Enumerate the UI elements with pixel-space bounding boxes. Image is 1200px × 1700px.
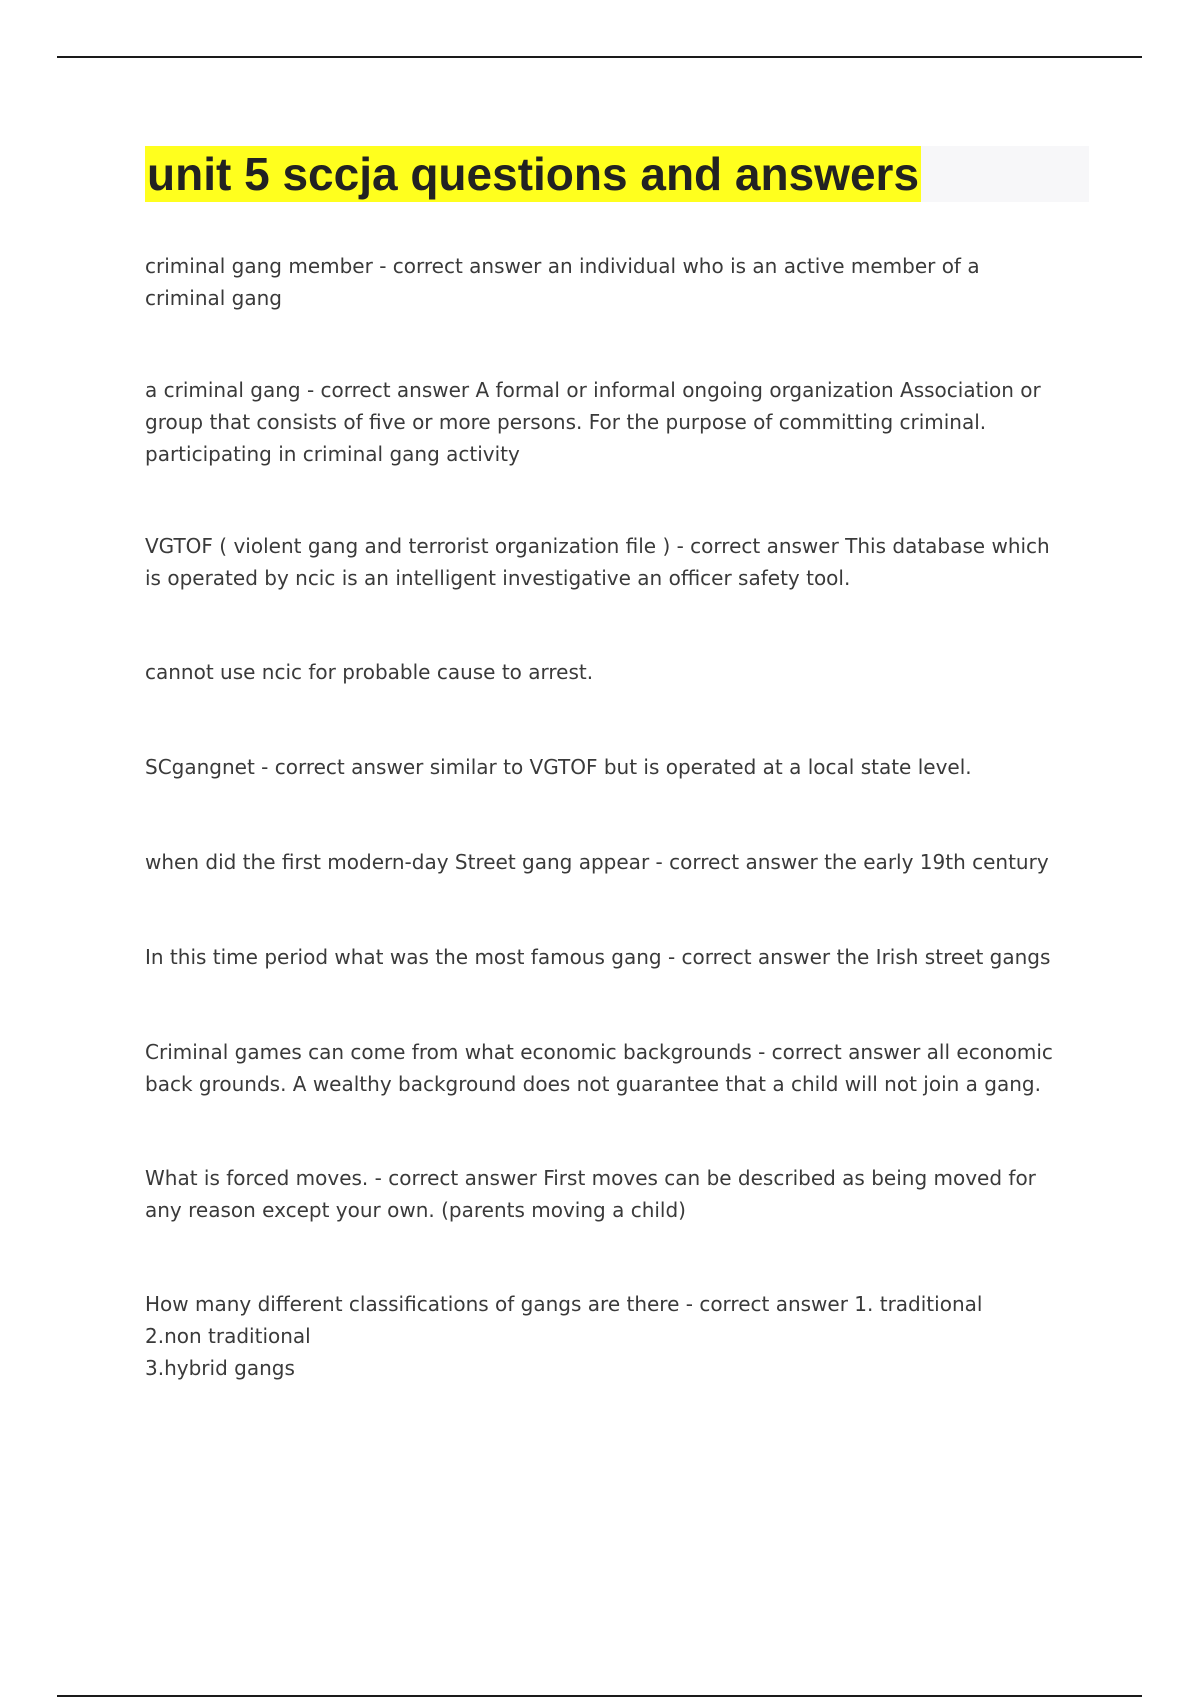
qa-text: a criminal gang - correct answer A formal or informal ongoing organization Association or group that consists of five or more persons. For the purpose of committing criminal. participating in criminal gang activity xyxy=(145,378,1041,466)
qa-text: criminal gang member - correct answer an individual who is an active member of a criminal gang xyxy=(145,254,980,310)
document-title: unit 5 sccja questions and answers xyxy=(147,148,920,200)
qa-text: VGTOF ( violent gang and terrorist organization file ) - correct answer This database which is operated by ncic is an intelligent investigative an officer safety tool. xyxy=(145,534,1050,590)
qa-entry xyxy=(145,846,1085,878)
document-body xyxy=(145,250,1085,1384)
qa-entry xyxy=(145,1162,1085,1226)
qa-entry xyxy=(145,1036,1085,1100)
qa-text: when did the first modern-day Street gang appear - correct answer the early 19th century xyxy=(145,850,1049,874)
qa-text: How many different classifications of gangs are there - correct answer 1. traditional xyxy=(145,1292,983,1316)
qa-text: Criminal games can come from what economic backgrounds - correct answer all economic back grounds. A wealthy background does not guarantee that a child will not join a gang. xyxy=(145,1040,1053,1096)
qa-entry xyxy=(145,374,1085,470)
list-item: 2.non traditional xyxy=(145,1324,311,1348)
qa-text: SCgangnet - correct answer similar to VGTOF but is operated at a local state level. xyxy=(145,755,972,779)
qa-entry xyxy=(145,941,1085,973)
qa-entry xyxy=(145,656,1085,688)
qa-text: What is forced moves. - correct answer First moves can be described as being moved for any reason except your own. (parents moving a child) xyxy=(145,1166,1036,1222)
top-rule xyxy=(57,56,1142,58)
list-item: 3.hybrid gangs xyxy=(145,1356,295,1380)
qa-text: In this time period what was the most famous gang - correct answer the Irish street gangs xyxy=(145,945,1051,969)
qa-entry xyxy=(145,1288,1085,1384)
bottom-rule xyxy=(57,1695,1142,1697)
qa-text: cannot use ncic for probable cause to arrest. xyxy=(145,660,594,684)
qa-entry xyxy=(145,530,1085,594)
qa-entry xyxy=(145,751,1085,783)
qa-entry xyxy=(145,250,1085,314)
